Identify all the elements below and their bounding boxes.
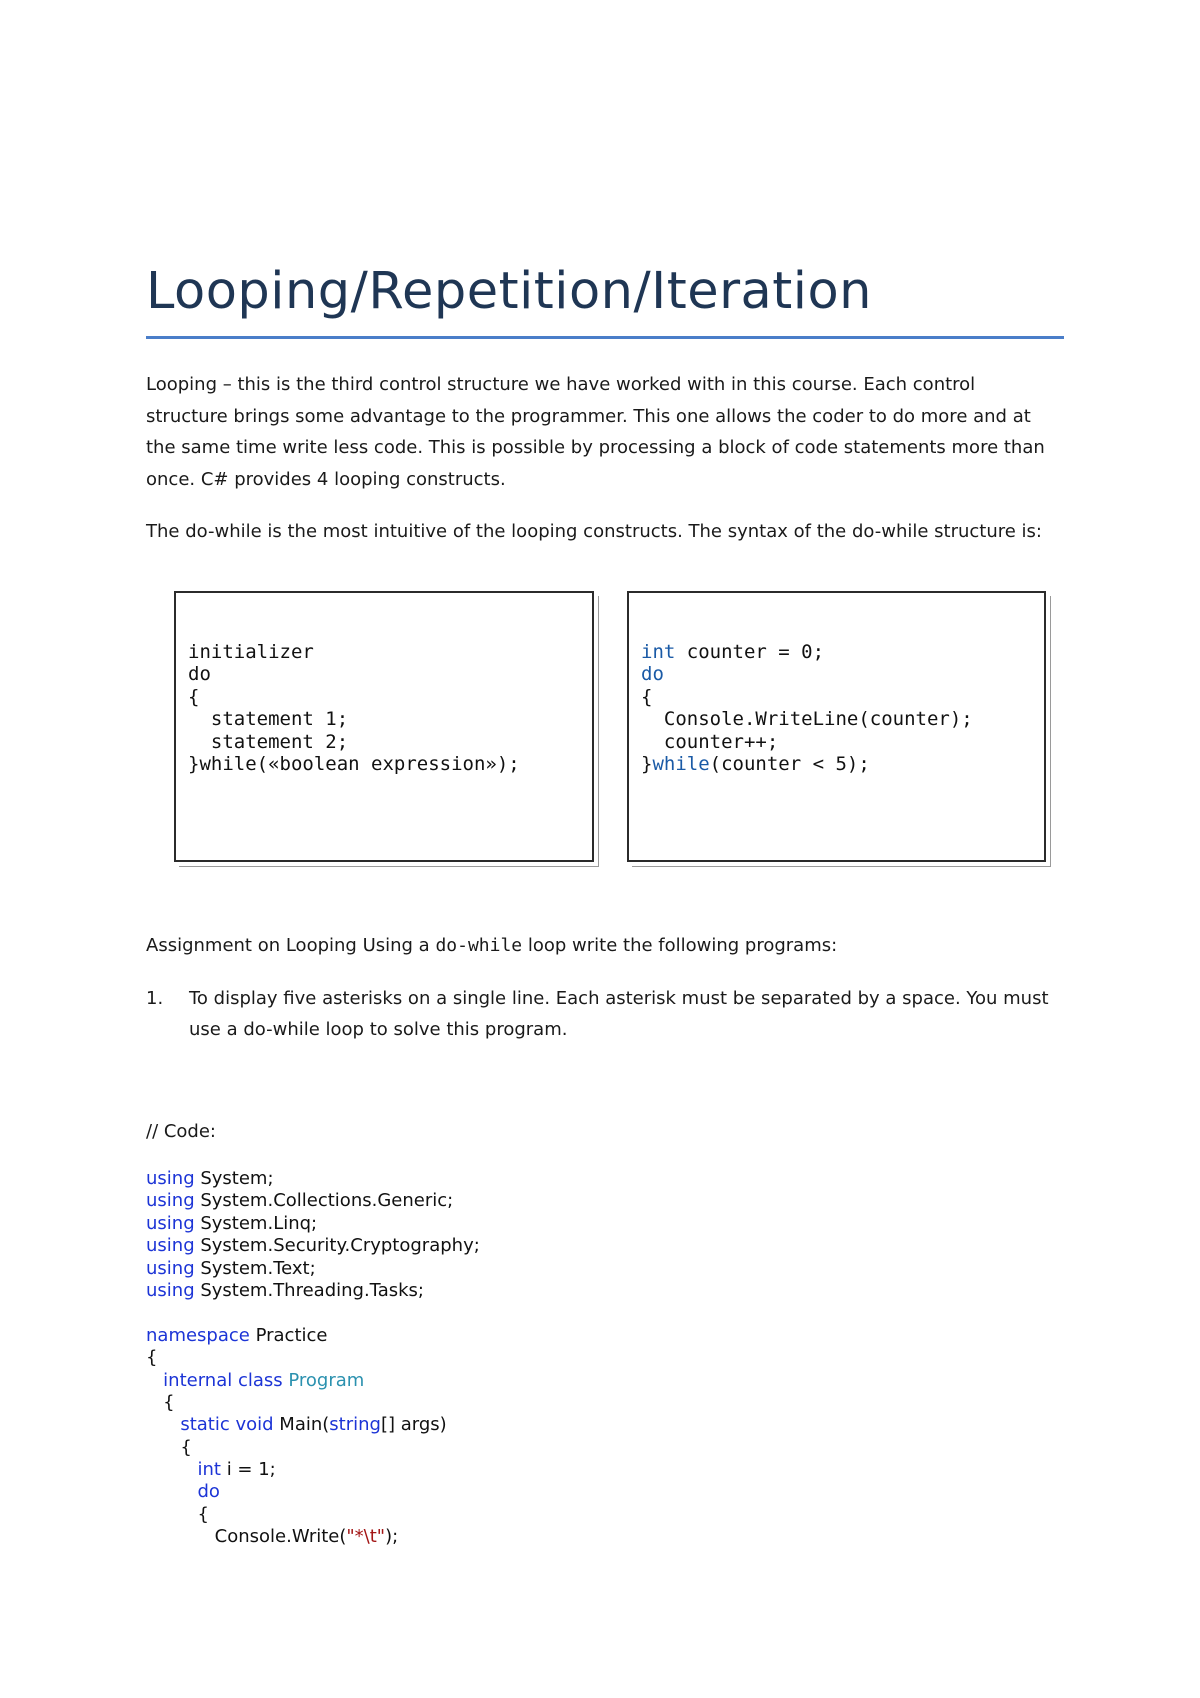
syntax-code [188,637,520,775]
syntax-box [174,591,594,862]
code-line: { [146,1436,192,1458]
code-line: { [146,1347,158,1369]
syntax-line: statement 1; [188,708,349,731]
keyword: using [146,1168,195,1189]
type-name: Program [288,1369,365,1391]
code-text: System.Linq; [194,1212,318,1234]
code-line [146,1168,480,1190]
code-line [146,1481,480,1503]
assignment-code: do-while [435,935,523,956]
keyword: while [652,752,710,775]
keyword: static void [146,1414,274,1436]
page-title: Looping/Repetition/Iteration [146,262,872,321]
keyword: using [146,1190,195,1212]
code-label: // Code: [146,1121,216,1142]
syntax-line: initializer [188,641,314,663]
code-text: System.Collections.Generic; [194,1190,454,1212]
syntax-line: statement 2; [188,730,349,753]
example-line: { [641,685,653,708]
code-line [146,1280,480,1302]
code-text: System.Text; [194,1257,316,1279]
example-code [641,637,973,775]
example-line [641,749,973,775]
list-number: 1. [146,988,164,1009]
code-line-blank [146,1302,480,1324]
syntax-line: { [188,685,200,708]
keyword: using [146,1257,195,1279]
syntax-line: }while(«boolean expression»); [188,752,520,775]
example-line: Console.WriteLine(counter); [641,708,973,731]
example-line [641,637,973,663]
syntax-line: do [188,663,211,686]
code-line [146,1190,480,1212]
code-line [146,1258,480,1280]
code-text: (counter < 5); [709,752,870,775]
string-literal: "*\t" [346,1526,386,1548]
code-text: Main( [273,1414,330,1436]
code-text: [] args) [380,1414,447,1436]
syntax-intro-paragraph: The do-while is the most intuitive of the looping constructs. The syntax of the do-while structure is: [146,521,1043,542]
keyword: namespace [146,1324,250,1346]
code-text: ); [385,1526,399,1548]
assignment-heading [146,931,837,961]
keyword: using [146,1279,195,1301]
code-line [146,1459,480,1481]
code-line [146,1370,480,1392]
keyword: internal class [146,1369,289,1391]
code-text: System; [194,1168,274,1189]
intro-paragraph: Looping – this is the third control structure we have worked with in this course. Each control structure brings some advantage to the programmer. This one allows the coder to do more and at the same time write less code. This is possible by processing a block of code statements more than once. C# provides 4 looping constructs. [146,374,1045,490]
keyword: using [146,1235,195,1257]
code-text: Console.Write( [146,1526,347,1548]
example-box [627,591,1046,862]
code-text: i = 1; [220,1459,276,1481]
code-text: Practice [249,1324,328,1346]
keyword: using [146,1212,195,1234]
list-text: To display five asterisks on a single line. Each asterisk must be separated by a space. You must use a do-while loop to solve this program. [189,988,1049,1040]
keyword: do [641,663,664,686]
code-text: System.Threading.Tasks; [194,1279,424,1301]
code-text: System.Security.Cryptography; [194,1235,480,1257]
code-line: { [146,1503,209,1525]
title-underline [146,336,1064,339]
code-text: } [641,752,653,775]
assignment-prefix: Assignment on Looping Using a [146,935,436,956]
code-line [146,1213,480,1235]
code-line: { [146,1391,175,1413]
keyword: do [146,1481,220,1503]
code-line [146,1414,480,1436]
example-line: counter++; [641,730,779,753]
code-line [146,1325,480,1347]
keyword: string [329,1414,381,1436]
keyword: int [641,641,676,663]
keyword: int [146,1459,221,1481]
code-line [146,1526,480,1548]
source-code [146,1168,480,1549]
code-text: counter = 0; [675,641,825,663]
assignment-suffix: loop write the following programs: [522,935,838,956]
code-line [146,1235,480,1257]
